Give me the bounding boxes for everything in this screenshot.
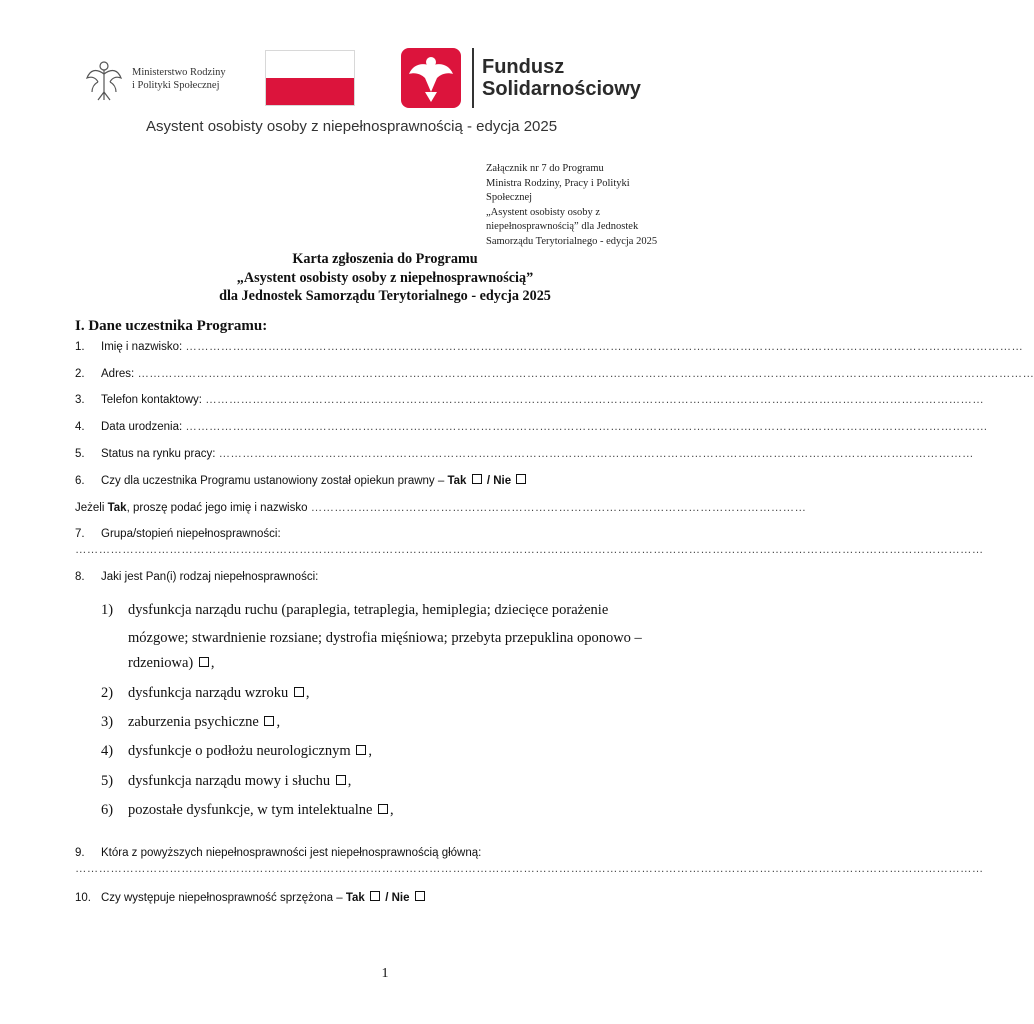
fund-name [482,56,641,100]
fund-name-line2: Solidarnościowy [482,78,641,100]
option-checkbox[interactable] [294,687,304,697]
fill-line[interactable]: …………………………………………………………………………………………………………………………………………………………………………………………………………… [75,863,984,875]
option-label: dysfunkcja narządu ruchu (paraplegia, tetraplegia, hemiplegia; dziecięce porażenie [128,602,609,618]
option-checkbox[interactable] [264,716,274,726]
option-label: dysfunkcja narządu wzroku [128,685,289,701]
polish-flag [265,50,355,106]
field-label: Czy dla uczestnika Programu ustanowiony został opiekun prawny – [101,475,445,487]
field-disability-type-label [75,570,697,584]
field-label: , proszę podać jego imię i nazwisko [126,502,308,514]
item-number: 3. [75,394,85,406]
no-label: / Nie [385,892,410,904]
field-label-bold: Tak [107,502,127,514]
note-line: „Asystent osobisty osoby z [486,206,601,218]
item-number: 9. [75,847,85,859]
fill-line[interactable]: …………………………………………………………………………………………………………………………………………………………………………………………… [185,341,1024,353]
ministry-name-line2: i Polityki Społecznej [132,80,220,91]
note-line: niepełnosprawnością” dla Jednostek [486,221,639,233]
fill-line[interactable]: ……………………………………………………………………………………………………………… [310,502,807,514]
field-guardian-name[interactable] [75,501,807,515]
note-line: Załącznik nr 7 do Programu [486,163,604,174]
note-line: Społecznej [486,192,533,204]
fill-line[interactable]: …………………………………………………………………………………………………………………………………………………………………………………………………………… [75,544,984,556]
field-main-disability-label [75,846,697,860]
field-employment-status[interactable] [75,447,974,461]
option-label: dysfunkcje o podłożu neurologicznym [128,743,351,759]
item-number: 6. [75,475,85,487]
option-checkbox[interactable] [336,775,346,785]
item-number: 4. [75,421,85,433]
field-label: Data urodzenia: [101,421,183,433]
no-checkbox[interactable] [415,891,425,901]
field-phone[interactable] [75,393,985,407]
attachment-note [486,162,706,250]
note-line: Ministra Rodziny, Pracy i Polityki [486,177,630,189]
item-number: 5. [75,448,85,460]
option-label: pozostałe dysfunkcje, w tym intelektualne [128,802,373,818]
form-title-line2: „Asystent osobisty osoby z niepełnosprawnością” [236,269,534,286]
field-disability-degree-label [75,527,697,541]
yes-checkbox[interactable] [472,474,482,484]
field-birth-date[interactable] [75,420,988,434]
fund-name-line1: Fundusz [482,56,565,78]
no-label: / Nie [486,475,512,487]
ministry-name [132,66,226,92]
option-number: 2) [101,685,114,701]
field-legal-guardian [75,474,697,488]
page-number: 1 [381,966,389,981]
item-number: 10. [75,892,91,904]
form-title-line1: Karta zgłoszenia do Programu [292,251,478,267]
field-label: Czy występuje niepełnosprawność sprzężona – [101,892,343,904]
field-label: Jeżeli [75,502,108,514]
field-name[interactable] [75,340,1024,354]
option-checkbox[interactable] [199,657,209,667]
yes-label: Tak [345,892,365,904]
section-heading: I. Dane uczestnika Programu: [75,318,268,334]
fill-line[interactable]: ………………………………………………………………………………………………………………………………………………………………………… [218,448,974,460]
option-number: 6) [101,802,114,818]
field-label: Grupa/stopień niepełnosprawności: [101,528,281,540]
option-label: mózgowe; stwardnienie rozsiane; dystrofia mięśniowa; przebyta przepuklina oponowo – [128,630,642,646]
option-number: 1) [101,602,114,618]
fill-line[interactable]: …………………………………………………………………………………………………………………………………………………………………………………… [185,421,988,433]
yes-label: Tak [447,475,467,487]
eagle-emblem-icon [84,58,124,102]
fill-line[interactable]: ………………………………………………………………………………………………………………………………………………………………………………………………………… [137,368,1034,380]
option-label: zaburzenia psychiczne [128,714,259,730]
ministry-name-line1: Ministerstwo Rodziny [132,67,226,78]
item-number: 2. [75,368,85,380]
field-label: Telefon kontaktowy: [101,394,203,406]
option-number: 4) [101,743,114,759]
logo-divider [472,48,474,108]
yes-checkbox[interactable] [370,891,380,901]
note-line: Samorządu Terytorialnego - edycja 2025 [486,235,658,247]
option-label: dysfunkcja narządu mowy i słuchu [128,773,331,789]
item-number: 8. [75,571,85,583]
program-title: Asystent osobisty osoby z niepełnosprawnością - edycja 2025 [146,118,558,135]
field-label: Status na rynku pracy: [101,448,216,460]
option-checkbox[interactable] [356,745,366,755]
form-title-line3: dla Jednostek Samorządu Terytorialnego - edycja 2025 [219,288,551,304]
field-label: Adres: [101,368,135,380]
field-combined-disability [75,891,697,905]
option-number: 5) [101,773,114,789]
option-number: 3) [101,714,114,730]
fill-line[interactable]: ……………………………………………………………………………………………………………………………………………………………………………… [205,394,985,406]
field-label: Imię i nazwisko: [101,341,183,353]
no-checkbox[interactable] [516,474,526,484]
ministry-logo [84,58,244,102]
item-number: 1. [75,341,85,353]
option-checkbox[interactable] [378,804,388,814]
option-label: rdzeniowa) [128,655,194,671]
eagle-shield-icon [401,48,461,108]
field-label: Która z powyższych niepełnosprawności jest niepełnosprawnością główną: [101,847,482,859]
field-address[interactable] [75,367,1034,381]
document-page: Ministerstwo Rodziny i Polityki Społecznej Fundusz Solidarnościowy Asystent osobisty osoby z niepełnosprawnością - edycja 2025 Załącznik nr 7 do Programu Ministra Rodziny, Pracy i Polityki Społecznej „Asystent osobisty osoby z niepełnosprawnością” dla Jednostek Samorządu Terytorialnego - edycja 2025 Karta zgłoszenia do Programu „Asystent osobisty osoby z niepełnosprawnością” dla Jednostek Samorządu Terytorialnego - edycja 2025 I. Dane uczestnika Programu: 1. Imię i nazwisko: …………………………………………………………………………………………………………………………………………………………………………………………… 2. Adres: ………………………………………………………………………………………………………………………………………………………………………………………………………… 3. Telefon kontaktowy: ……………………………………………………………………………………………………………………………………………………………………………… 4. Data urodzenia: …………………………………………………………………………………………………………………………………………………………………………………… 5. Status na rynku pracy: ………………………………………………………………………………………………………………………………………………………………………… 6. Czy dla uczestnika Programu ustanowiony został opiekun prawny – Tak / Nie Jeżeli Tak, proszę podać jego imię i nazwisko ……………………………………………………………………………………………………………… 7. Grupa/stopień niepełnosprawności: …………………………………………………………………………………………………………………………………………………………………………………………………………… 8. Jaki jest Pan(i) rodzaj niepełnosprawności: 1) dysfunkcja narządu ruchu (paraplegia, tetraplegia, hemiplegia; dziecięce porażenie mózgowe; stwardnienie rozsiane; dystrofia mięśniowa; przebyta przepuklina oponowo – rdzeniowa) , 2) dysfunkcja narządu wzroku , 3) zaburzenia psychiczne , 4) dysfunkcje o podłożu neurologicznym , 5) dysfunkcja narządu mowy i słuchu , 6) pozostałe dysfunkcje, w tym intelektualne , 9. Która z powyższych niepełnosprawności jest niepełnosprawnością główną: …………………………………………………………………………………………………………………………………………………………………………………………………………… 10. Czy występuje niepełnosprawność sprzężona – Tak / Nie 1 [0,0,770,1024]
form-title [0,250,770,306]
field-label: Jaki jest Pan(i) rodzaj niepełnosprawności: [101,571,319,583]
item-number: 7. [75,528,85,540]
